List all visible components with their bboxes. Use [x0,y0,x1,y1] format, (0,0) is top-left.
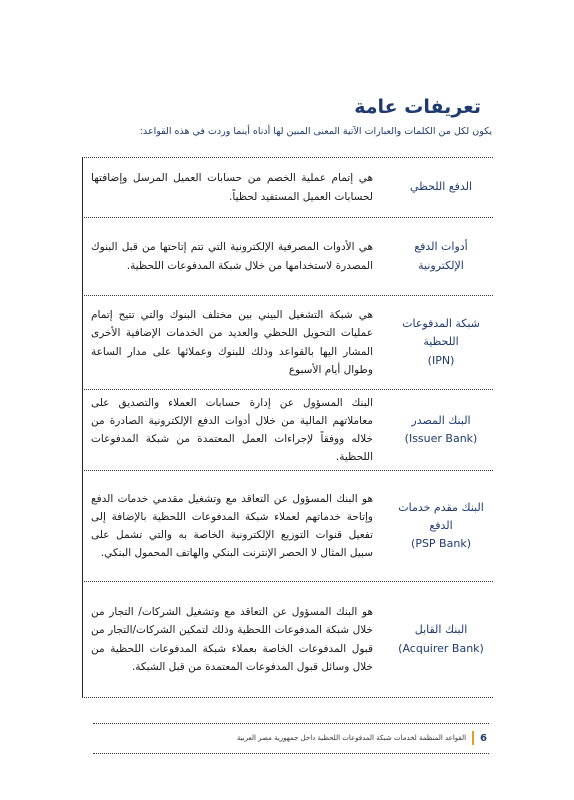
footer-divider [93,753,489,754]
definition-row [82,218,493,296]
definition-text: هي الأدوات المصرفية الإلكترونية التي تتم إتاحتها من قبل البنوك المصدرة لاستخدامها من خلال شبكة المدفوعات اللحظية. [82,218,383,295]
definition-term: شبكة المدفوعات اللحظية (IPN) [402,317,480,367]
definition-row [82,582,493,698]
definition-row [82,390,493,471]
intro-text: يكون لكل من الكلمات والعبارات الآتية المعنى المبين لها أدناه أينما وردت في هذه القواعد: [139,126,492,137]
definition-term: البنك المصدر (Issuer Bank) [404,413,478,445]
definition-row [82,471,493,582]
definition-term: البنك القابل (Acquirer Bank) [398,623,484,655]
definition-term: الدفع اللحظي [409,180,473,194]
definitions-table [82,157,493,698]
footer-divider [93,723,489,724]
definition-text: هو البنك المسؤول عن التعاقد مع وتشغيل مقدمي خدمات الدفع وإتاحة خدماتهم لعملاء شبكة المدفوعات اللحظية بالإضافة إلى تفعيل قنوات التوزيع الإلكترونية الخاصة به والتي تشمل على سبيل المثال لا الحصر الإنترنت البنكي والهاتف المحمول البنكي. [82,471,383,581]
definition-text: البنك المسؤول عن إدارة حسابات العملاء والتصديق على معاملاتهم المالية من خلال أدوات الدفع الإلكترونية الصادرة من خلاله ووفقاً لإجراءات العمل المعتمدة من شبكة المدفوعات اللحظية. [82,390,383,470]
definition-row [82,296,493,390]
definition-text: هي شبكة التشغيل البيني بين مختلف البنوك والتي تتيح إتمام عمليات التحويل اللحظي والعديد من الخدمات الإضافية الأخرى المشار اليها بالقواعد وذلك للبنوك وعملائها على مدار الساعة وطوال أيام الأسبوع [82,296,383,389]
definition-text: هو البنك المسؤول عن التعاقد مع وتشغيل الشركات/ التجار من خلال شبكة المدفوعات اللحظية وذلك لتمكين الشركات/التجار من قبول المدفوعات الخاصة بعملاء شبكة المدفوعات اللحظية من خلال وسائل قبول المدفوعات المعتمدة من قبل الشبكة. [82,582,383,697]
page-number: 6 [480,732,487,744]
definition-text: هي إتمام عملية الخصم من حسابات العميل المرسل وإضافتها لحسابات العميل المستفيد لحظياً. [82,158,383,217]
definition-term: البنك مقدم خدمات الدفع (PSP Bank) [398,500,484,551]
page-title: تعريفات عامة [354,96,481,118]
footer-accent-bar [472,731,474,745]
definition-term: أدوات الدفع الإلكترونية [414,240,468,272]
footer-text: القواعد المنظمة لخدمات شبكة المدفوعات اللحظية داخل جمهورية مصر العربية [236,734,467,742]
page-footer [93,730,489,746]
definition-row [82,158,493,218]
